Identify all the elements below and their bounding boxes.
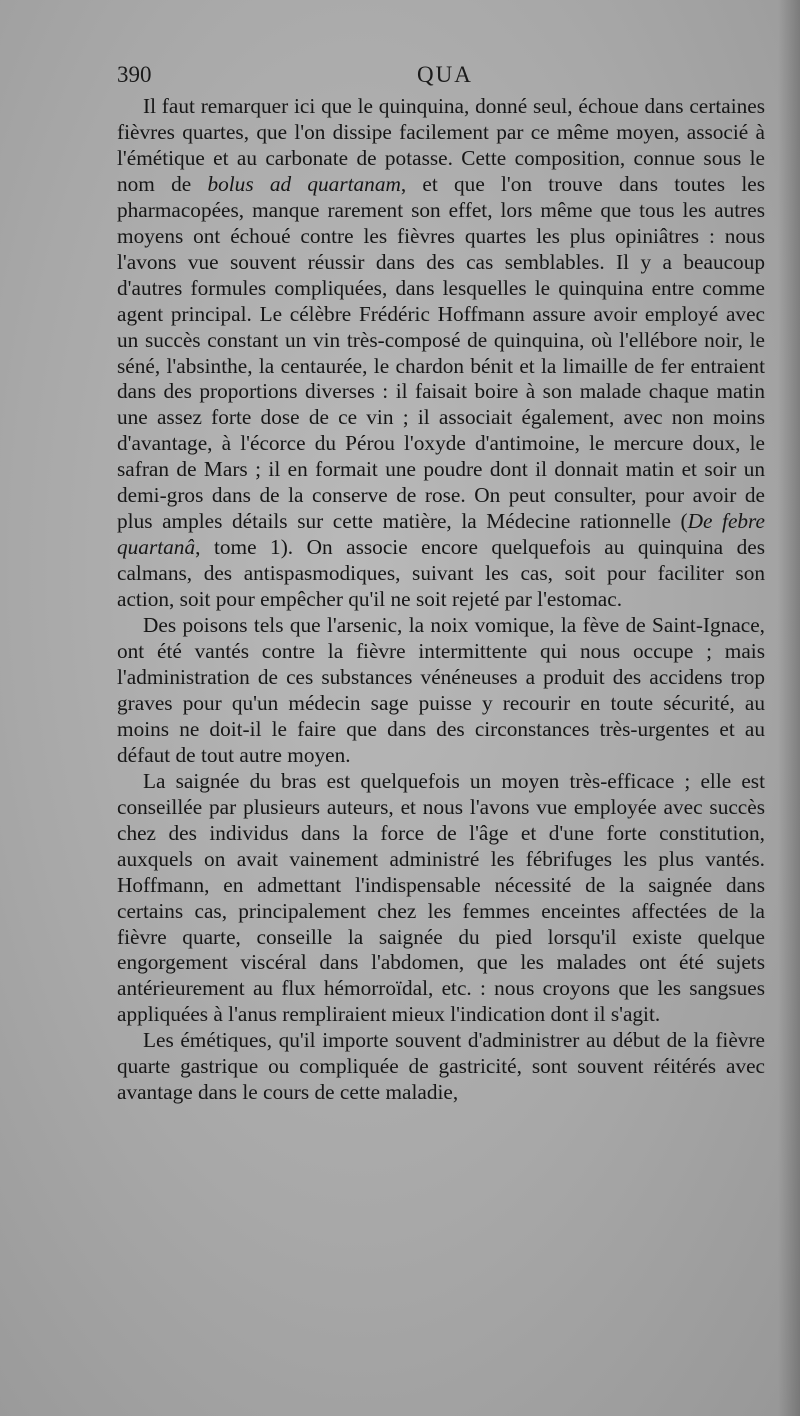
paragraph-saignee: La saignée du bras est quelquefois un moyen très-efficace ; elle est conseillée par plusieurs auteurs, et nous l'avons vue employée avec succès chez des individus dans la force de l'âge et d'une forte constitution, auxquels on avait vainement administré les fébrifuges les plus vantés. Hoffmann, en admettant l'indispensable nécessité de la saignée dans certains cas, principalement chez les femmes enceintes affectées de la fièvre quarte, conseille la saignée du pied lorsqu'il existe quelque engorgement viscéral dans l'abdomen, que les malades ont été sujets antérieurement au flux hémorroïdal, etc. : nous croyons que les sangsues appliquées à l'anus rempliraient mieux l'indication dont il s'agit. bbox=[117, 768, 765, 1027]
paragraph-emetiques: Les émétiques, qu'il importe souvent d'administrer au début de la fièvre quarte gastrique ou compliquée de gastricité, sont souvent réitérés avec avantage dans le cours de cette maladie, bbox=[117, 1028, 765, 1105]
text-run: , tome 1). On associe encore quelquefois au quinquina des calmans, des antispasmodiques, suivant les cas, soit pour faciliter son action, soit pour empêcher qu'il ne soit rejeté par l'estomac. bbox=[117, 535, 765, 612]
page-header bbox=[117, 62, 767, 94]
text-run: , et que l'on trouve dans toutes les pharmacopées, manque rarement son effet, lors même que tous les autres moyens ont échoué contre les fièvres quartes les plus opiniâtres : nous l'avons vue souvent réussir dans des cas semblables. Il y a beaucoup d'autres formules compliquées, dans lesquelles le quinquina entre comme agent principal. Le célèbre Frédéric Hoffmann assure avoir employé avec un succès constant un vin très-composé de quinquina, où l'ellébore noir, le séné, l'absinthe, la centaurée, le chardon bénit et la limaille de fer entraient dans des proportions diverses : il faisait boire à son malade chaque matin une assez forte dose de ce vin ; il associait également, avec non moins d'avantage, à l'écorce du Pérou l'oxyde d'antimoine, le mercure doux, le safran de Mars ; il en formait une poudre dont il donnait matin et soir un demi-gros dans de la conserve de rose. On peut consulter, pour avoir de plus amples détails sur cette matière, la Médecine rationnelle ( bbox=[117, 171, 765, 534]
paragraph-poisons: Des poisons tels que l'arsenic, la noix vomique, la fève de Saint-Ignace, ont été vantés contre la fièvre intermittente qui nous occupe ; mais l'administration de ces substances vénéneuses a produit des accidens trop graves pour qu'un médecin sage puisse y recourir en toute sécurité, au moins ne doit-il le faire que dans des circonstances très-urgentes et au défaut de tout autre moyen. bbox=[117, 613, 765, 767]
body-text bbox=[117, 94, 765, 1106]
running-head: QUA bbox=[417, 62, 473, 87]
page-number: 390 bbox=[117, 62, 152, 87]
italic-term: bolus ad quartanam bbox=[207, 171, 401, 196]
paragraph-quinquina bbox=[117, 94, 765, 613]
italic-title: De febre quartanâ bbox=[117, 509, 765, 560]
text-run: Il faut remarquer ici que le quinquina, donné seul, échoue dans certaines fièvres quartes, que l'on dissipe facilement par ce même moyen, associé à l'émétique et au carbonate de potasse. Cette composition, connue sous le nom de bbox=[117, 94, 765, 196]
